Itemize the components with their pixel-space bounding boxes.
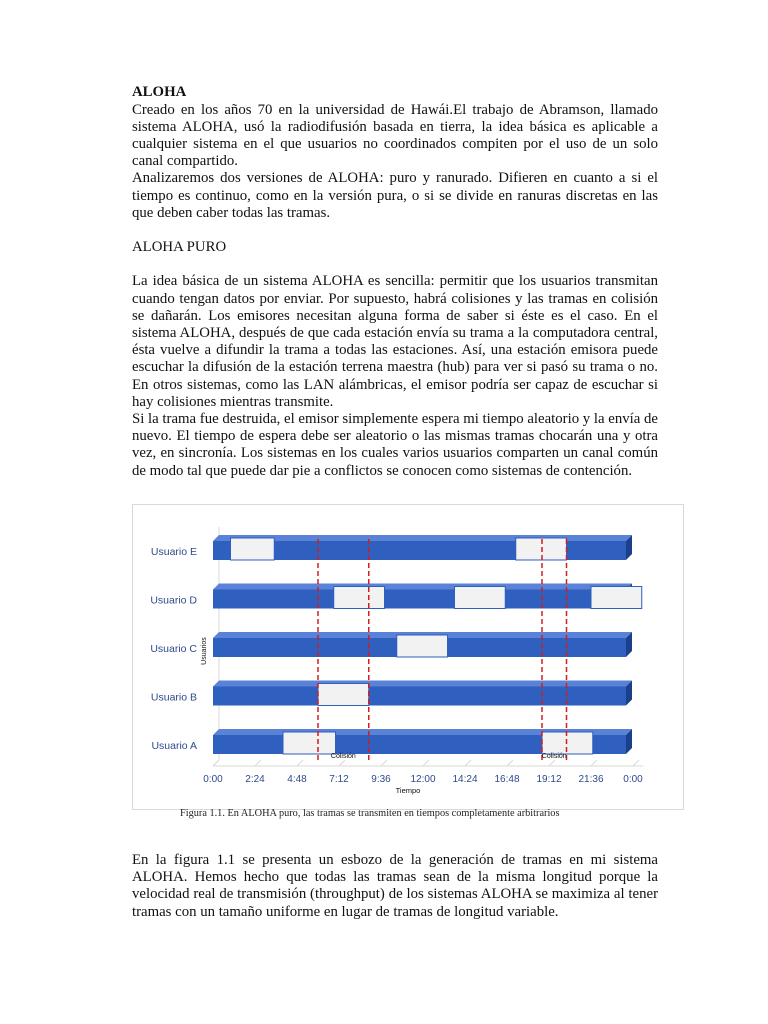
closing-section: [132, 852, 658, 921]
frame-block: [231, 538, 275, 560]
x-tick-label: 9:36: [371, 774, 391, 785]
intro-paragraph-1: Creado en los años 70 en la universidad de Hawái.El trabajo de Abramson, llamado sistema ALOHA, usó la radiodifusión basada en tierra, la idea básica es aplicable a cualquier sistema en el que usuarios no coordinados compiten por el uso de un solo canal compartido.: [132, 101, 658, 170]
body-paragraph-1: La idea básica de un sistema ALOHA es sencilla: permitir que los usuarios transmitan cuando tengan datos por enviar. Por supuesto, habrá colisiones y las tramas en colisión se dañarán. Los emisores necesitan alguna forma de saber si éste es el caso. En el sistema ALOHA, después de que cada estación envía su trama a la computadora central, ésta vuelve a difundir la trama a todas las estaciones. Así, una estación emisora puede escuchar la difusión de la estación terrena maestra (hub) para ver si pasó su trama o no. En otros sistemas, como las LAN alámbricas, el emisor podría ser capaz de escuchar si hay colisiones mientras transmite.: [132, 273, 658, 410]
x-gridline: [423, 760, 429, 766]
x-gridline: [297, 760, 303, 766]
y-axis-title: Usuarios: [201, 637, 208, 665]
bar-top-face: [213, 584, 632, 590]
x-tick-label: 16:48: [494, 774, 520, 785]
x-tick-label: 4:48: [287, 774, 307, 785]
x-tick-label: 0:00: [623, 774, 643, 785]
frame-block: [397, 635, 448, 657]
document-body: [132, 84, 658, 480]
x-gridline: [381, 760, 387, 766]
x-gridline: [465, 760, 471, 766]
intro-paragraph-2: Analizaremos dos versiones de ALOHA: puro y ranurado. Difieren en cuanto a si el tiempo es continuo, como en la versión pura, o si se divide en ranuras discretas en las que deben caber todas las tramas.: [132, 170, 658, 221]
user-bar: [213, 687, 626, 706]
x-tick-label: 2:24: [245, 774, 265, 785]
x-axis-title: Tiempo: [395, 786, 421, 795]
collision-label: Colisión: [541, 753, 567, 760]
frame-block: [318, 684, 369, 706]
y-tick-label: Usuario D: [150, 594, 197, 607]
frame-block: [542, 732, 593, 754]
x-gridline: [339, 760, 345, 766]
x-gridline: [633, 760, 639, 766]
x-tick-label: 12:00: [410, 774, 436, 785]
y-tick-label: Usuario C: [150, 643, 197, 655]
collision-label: Colisión: [330, 753, 356, 760]
frame-block: [283, 732, 336, 754]
frame-block: [334, 587, 385, 609]
x-tick-label: 7:12: [329, 774, 349, 785]
body-paragraph-2: Si la trama fue destruida, el emisor simplemente espera mi tiempo aleatorio y la envía de nuevo. El tiempo de espera debe ser aleatorio o las mismas tramas chocarán una y otra vez, en sincronía. Los sistemas en los cuales varios usuarios comparten un canal común de modo tal que puede dar pie a conflictos se conocen como sistemas de contención.: [132, 411, 658, 479]
x-tick-label: 14:24: [452, 774, 478, 785]
bar-top-face: [213, 681, 632, 687]
x-tick-label: 21:36: [578, 774, 604, 785]
frame-block: [591, 587, 642, 609]
user-bar: [213, 590, 626, 609]
figure-caption: Figura 1.1. En ALOHA puro, las tramas se transmiten en tiempos completamente arbitrarios: [180, 808, 560, 819]
x-gridline: [591, 760, 597, 766]
x-gridline: [255, 760, 261, 766]
section-title: ALOHA: [132, 84, 187, 100]
frame-block: [455, 587, 506, 609]
closing-paragraph: En la figura 1.1 se presenta un esbozo de la generación de tramas en mi sistema ALOHA. Hemos hecho que todas las tramas sean de la misma longitud porque la velocidad real de transmisión (throughput) de los sistemas ALOHA se maximiza al tener tramas con un tamaño uniforme en lugar de tramas de longitud variable.: [132, 852, 658, 920]
x-gridline: [213, 760, 219, 766]
y-tick-label: Usuario B: [150, 691, 197, 704]
x-gridline: [549, 760, 555, 766]
bar-top-face: [213, 535, 632, 541]
x-gridline: [507, 760, 513, 766]
x-tick-label: 0:00: [203, 774, 223, 785]
figure-chart: [132, 504, 684, 810]
timeline-chart-svg: [133, 505, 683, 809]
y-tick-label: Usuario A: [151, 740, 197, 752]
frame-block: [516, 538, 567, 560]
x-tick-label: 19:12: [536, 774, 562, 785]
y-tick-label: Usuario E: [150, 546, 197, 558]
subsection-title: ALOHA PURO: [132, 238, 227, 255]
